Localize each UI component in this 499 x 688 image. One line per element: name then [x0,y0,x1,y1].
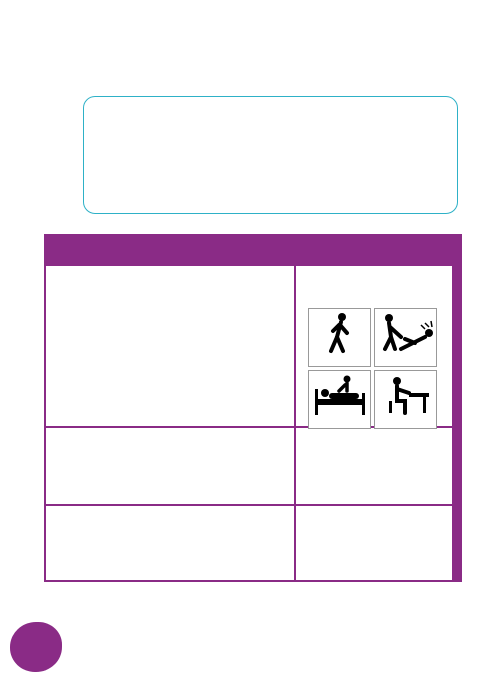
pictogram-cell [308,308,371,367]
pictogram-cell [308,370,371,429]
table-row-1-activity [56,272,288,292]
person-at-table-icon [375,371,438,421]
inicio-box [83,96,458,214]
column-divider [294,266,296,580]
walking-person-icon [309,309,372,359]
bottom-dots-decoration [0,0,499,12]
pictogram-cell [374,370,437,429]
pictogram-grid [308,308,438,430]
pictogram-cell [374,308,437,367]
helping-injured-icon [375,309,438,359]
side-band-decoration [454,234,462,582]
person-in-bed-icon [309,371,372,421]
activities-table [44,234,454,582]
page-number-badge [10,622,62,672]
table-header [46,236,452,266]
row-divider [46,504,452,506]
